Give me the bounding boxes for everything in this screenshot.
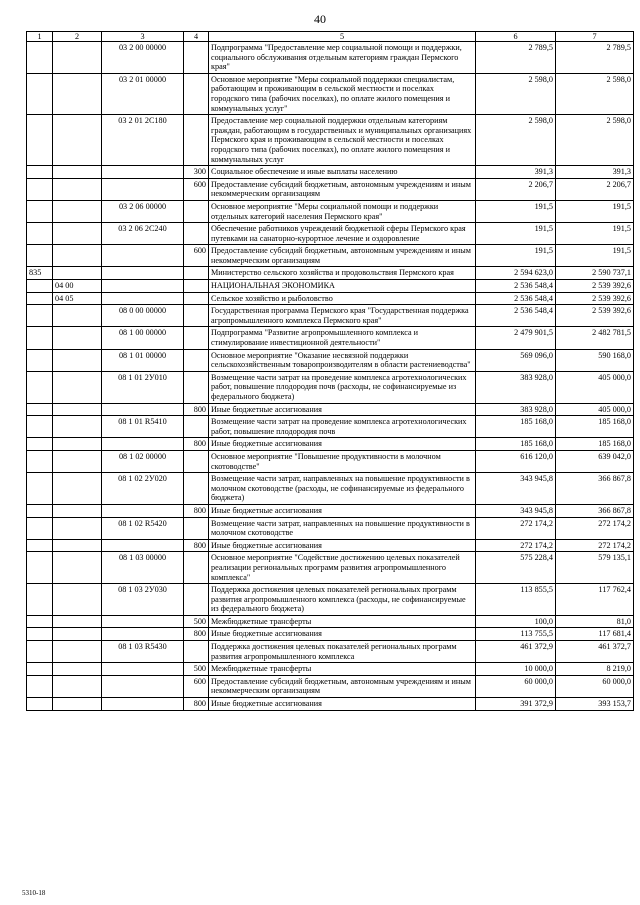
- description-cell: Подпрограмма "Развитие агропромышленного комплекса и стимулирование инвестиционной деятельности": [209, 327, 476, 349]
- page-number: 40: [314, 12, 326, 26]
- amount-cell: 383 928,0: [476, 371, 556, 403]
- admin-code-cell: [27, 552, 53, 584]
- description-cell: Основное мероприятие "Меры социальной поддержки специалистам, работающим и проживающим в сельской местности и поселках городского типа (рабочих поселках), по оплате жилого помещения и коммунальных услуг": [209, 73, 476, 114]
- section-code-cell: [53, 327, 102, 349]
- table-row: [27, 641, 634, 663]
- column-header: 4: [184, 32, 209, 42]
- admin-code-cell: [27, 663, 53, 676]
- column-header: 2: [53, 32, 102, 42]
- table-row: [27, 73, 634, 114]
- amount-cell: 117 681,4: [556, 628, 634, 641]
- table-row: [27, 166, 634, 179]
- description-cell: Основное мероприятие "Меры социальной помощи и поддержки отдельных категорий населения Пермского края": [209, 200, 476, 222]
- amount-cell: 579 135,1: [556, 552, 634, 584]
- section-code-cell: [53, 223, 102, 245]
- expense-type-cell: [184, 517, 209, 539]
- table-row: [27, 517, 634, 539]
- admin-code-cell: [27, 641, 53, 663]
- amount-cell: 191,5: [476, 223, 556, 245]
- section-code-cell: [53, 517, 102, 539]
- section-code-cell: [53, 675, 102, 697]
- target-article-cell: 08 1 01 R5410: [102, 416, 184, 438]
- admin-code-cell: [27, 280, 53, 293]
- amount-cell: 575 228,4: [476, 552, 556, 584]
- description-cell: Предоставление мер социальной поддержки отдельным категориям граждан, работающим в государственных и муниципальных организациях Пермского края и проживающим в сельской местности и поселках городского типа (рабочих поселках), по оплате жилого помещения и коммунальных услуг: [209, 115, 476, 166]
- amount-cell: 393 153,7: [556, 698, 634, 711]
- table-row: [27, 450, 634, 472]
- amount-cell: 366 867,8: [556, 504, 634, 517]
- amount-cell: 2 482 781,5: [556, 327, 634, 349]
- expense-type-cell: 600: [184, 178, 209, 200]
- amount-cell: 191,5: [556, 200, 634, 222]
- admin-code-cell: [27, 539, 53, 552]
- amount-cell: 272 174,2: [556, 539, 634, 552]
- target-article-cell: [102, 504, 184, 517]
- amount-cell: 405 000,0: [556, 371, 634, 403]
- table-row: [27, 371, 634, 403]
- amount-cell: 461 372,7: [556, 641, 634, 663]
- admin-code-cell: [27, 450, 53, 472]
- table-row: [27, 327, 634, 349]
- amount-cell: 272 174,2: [476, 517, 556, 539]
- amount-cell: 461 372,9: [476, 641, 556, 663]
- section-code-cell: [53, 166, 102, 179]
- admin-code-cell: [27, 200, 53, 222]
- expense-type-cell: 500: [184, 615, 209, 628]
- amount-cell: 185 168,0: [556, 416, 634, 438]
- budget-table: [26, 31, 634, 711]
- table-row: [27, 200, 634, 222]
- amount-cell: 113 855,5: [476, 584, 556, 616]
- target-article-cell: 08 1 02 R5420: [102, 517, 184, 539]
- amount-cell: 2 539 392,6: [556, 305, 634, 327]
- description-cell: Государственная программа Пермского края "Государственная поддержка агропромышленного комплекса Пермского края": [209, 305, 476, 327]
- admin-code-cell: [27, 371, 53, 403]
- table-row: [27, 663, 634, 676]
- section-code-cell: [53, 115, 102, 166]
- target-article-cell: 08 1 00 00000: [102, 327, 184, 349]
- table-row: [27, 539, 634, 552]
- expense-type-cell: [184, 450, 209, 472]
- expense-type-cell: 800: [184, 403, 209, 416]
- amount-cell: 2 598,0: [476, 73, 556, 114]
- description-cell: НАЦИОНАЛЬНАЯ ЭКОНОМИКА: [209, 280, 476, 293]
- target-article-cell: [102, 280, 184, 293]
- description-cell: Иные бюджетные ассигнования: [209, 539, 476, 552]
- expense-type-cell: [184, 267, 209, 280]
- description-cell: Предоставление субсидий бюджетным, автономным учреждениям и иным некоммерческим организациям: [209, 675, 476, 697]
- section-code-cell: [53, 73, 102, 114]
- admin-code-cell: [27, 245, 53, 267]
- expense-type-cell: [184, 327, 209, 349]
- target-article-cell: [102, 403, 184, 416]
- expense-type-cell: [184, 200, 209, 222]
- admin-code-cell: [27, 403, 53, 416]
- table-row: [27, 42, 634, 74]
- admin-code-cell: [27, 178, 53, 200]
- table-row: [27, 280, 634, 293]
- column-header: 1: [27, 32, 53, 42]
- admin-code-cell: [27, 349, 53, 371]
- expense-type-cell: [184, 73, 209, 114]
- target-article-cell: 08 1 03 2У030: [102, 584, 184, 616]
- section-code-cell: [53, 473, 102, 505]
- amount-cell: 405 000,0: [556, 403, 634, 416]
- target-article-cell: 08 0 00 00000: [102, 305, 184, 327]
- target-article-cell: 08 1 02 00000: [102, 450, 184, 472]
- section-code-cell: [53, 438, 102, 451]
- admin-code-cell: [27, 698, 53, 711]
- amount-cell: 343 945,8: [476, 473, 556, 505]
- amount-cell: 2 479 901,5: [476, 327, 556, 349]
- amount-cell: 185 168,0: [556, 438, 634, 451]
- amount-cell: 2 206,7: [556, 178, 634, 200]
- amount-cell: 81,0: [556, 615, 634, 628]
- footer-code: 5310-18: [22, 889, 46, 897]
- description-cell: Министерство сельского хозяйства и продовольствия Пермского края: [209, 267, 476, 280]
- description-cell: Иные бюджетные ассигнования: [209, 403, 476, 416]
- amount-cell: 616 120,0: [476, 450, 556, 472]
- column-header: 5: [209, 32, 476, 42]
- amount-cell: 272 174,2: [476, 539, 556, 552]
- amount-cell: 185 168,0: [476, 438, 556, 451]
- amount-cell: 185 168,0: [476, 416, 556, 438]
- amount-cell: 366 867,8: [556, 473, 634, 505]
- amount-cell: 8 219,0: [556, 663, 634, 676]
- amount-cell: 343 945,8: [476, 504, 556, 517]
- column-header: 6: [476, 32, 556, 42]
- table-row: [27, 504, 634, 517]
- table-row: [27, 698, 634, 711]
- column-header: 7: [556, 32, 634, 42]
- description-cell: Обеспечение работников учреждений бюджетной сферы Пермского края путевками на санаторно-курортное лечение и оздоровление: [209, 223, 476, 245]
- table-row: [27, 675, 634, 697]
- section-code-cell: [53, 552, 102, 584]
- admin-code-cell: [27, 504, 53, 517]
- target-article-cell: 08 1 03 00000: [102, 552, 184, 584]
- target-article-cell: [102, 628, 184, 641]
- expense-type-cell: [184, 223, 209, 245]
- amount-cell: 191,5: [556, 223, 634, 245]
- section-code-cell: 04 00: [53, 280, 102, 293]
- description-cell: Возмещение части затрат на проведение комплекса агротехнологических работ, повышение плодородия почв: [209, 416, 476, 438]
- target-article-cell: [102, 166, 184, 179]
- expense-type-cell: 800: [184, 628, 209, 641]
- amount-cell: 2 594 623,0: [476, 267, 556, 280]
- table-row: [27, 438, 634, 451]
- expense-type-cell: [184, 280, 209, 293]
- amount-cell: 2 598,0: [556, 73, 634, 114]
- section-code-cell: [53, 584, 102, 616]
- description-cell: Подпрограмма "Предоставление мер социальной помощи и поддержки, социального обслуживания отдельным категориям граждан Пермского края": [209, 42, 476, 74]
- table-body: [27, 42, 634, 711]
- description-cell: Межбюджетные трансферты: [209, 615, 476, 628]
- expense-type-cell: 800: [184, 438, 209, 451]
- amount-cell: 2 536 548,4: [476, 305, 556, 327]
- admin-code-cell: [27, 292, 53, 305]
- table-row: [27, 267, 634, 280]
- expense-type-cell: 500: [184, 663, 209, 676]
- amount-cell: 2 789,5: [476, 42, 556, 74]
- amount-cell: 2 598,0: [556, 115, 634, 166]
- admin-code-cell: [27, 615, 53, 628]
- expense-type-cell: [184, 641, 209, 663]
- amount-cell: 2 598,0: [476, 115, 556, 166]
- section-code-cell: [53, 504, 102, 517]
- amount-cell: 272 174,2: [556, 517, 634, 539]
- admin-code-cell: [27, 517, 53, 539]
- description-cell: Сельское хозяйство и рыболовство: [209, 292, 476, 305]
- admin-code-cell: [27, 438, 53, 451]
- target-article-cell: 03 2 01 00000: [102, 73, 184, 114]
- admin-code-cell: [27, 628, 53, 641]
- amount-cell: 2 206,7: [476, 178, 556, 200]
- section-code-cell: [53, 663, 102, 676]
- table-row: [27, 584, 634, 616]
- description-cell: Основное мероприятие "Оказание несвязной поддержки сельскохозяйственным товаропроизводителям в области растениеводства": [209, 349, 476, 371]
- table-row: [27, 615, 634, 628]
- amount-cell: 2 536 548,4: [476, 292, 556, 305]
- section-code-cell: 04 05: [53, 292, 102, 305]
- amount-cell: 2 590 737,1: [556, 267, 634, 280]
- section-code-cell: [53, 200, 102, 222]
- section-code-cell: [53, 245, 102, 267]
- expense-type-cell: [184, 349, 209, 371]
- expense-type-cell: [184, 42, 209, 74]
- table-row: [27, 305, 634, 327]
- table-row: [27, 552, 634, 584]
- section-code-cell: [53, 178, 102, 200]
- description-cell: Иные бюджетные ассигнования: [209, 628, 476, 641]
- admin-code-cell: [27, 327, 53, 349]
- section-code-cell: [53, 698, 102, 711]
- amount-cell: 2 539 392,6: [556, 292, 634, 305]
- amount-cell: 391,3: [476, 166, 556, 179]
- target-article-cell: 08 1 03 R5430: [102, 641, 184, 663]
- table-row: [27, 223, 634, 245]
- target-article-cell: 03 2 01 2С180: [102, 115, 184, 166]
- description-cell: Поддержка достижения целевых показателей региональных программ развития агропромышленного комплекса: [209, 641, 476, 663]
- section-code-cell: [53, 267, 102, 280]
- target-article-cell: [102, 675, 184, 697]
- admin-code-cell: [27, 584, 53, 616]
- amount-cell: 2 539 392,6: [556, 280, 634, 293]
- description-cell: Предоставление субсидий бюджетным, автономным учреждениям и иным некоммерческим организациям: [209, 245, 476, 267]
- expense-type-cell: 800: [184, 504, 209, 517]
- expense-type-cell: [184, 371, 209, 403]
- expense-type-cell: [184, 292, 209, 305]
- description-cell: Возмещение части затрат на проведение комплекса агротехнологических работ, повышение плодородия почв (расходы, не софинансируемые из федерального бюджета): [209, 371, 476, 403]
- admin-code-cell: 835: [27, 267, 53, 280]
- amount-cell: 2 789,5: [556, 42, 634, 74]
- amount-cell: 391,3: [556, 166, 634, 179]
- section-code-cell: [53, 450, 102, 472]
- target-article-cell: [102, 245, 184, 267]
- table-row: [27, 349, 634, 371]
- expense-type-cell: [184, 552, 209, 584]
- expense-type-cell: [184, 584, 209, 616]
- description-cell: Социальное обеспечение и иные выплаты населению: [209, 166, 476, 179]
- target-article-cell: [102, 663, 184, 676]
- header-row: [27, 32, 634, 42]
- expense-type-cell: 300: [184, 166, 209, 179]
- description-cell: Предоставление субсидий бюджетным, автономным учреждениям и иным некоммерческим организациям: [209, 178, 476, 200]
- table-row: [27, 292, 634, 305]
- column-header: 3: [102, 32, 184, 42]
- expense-type-cell: 800: [184, 698, 209, 711]
- table-row: [27, 115, 634, 166]
- amount-cell: 191,5: [556, 245, 634, 267]
- section-code-cell: [53, 403, 102, 416]
- table-row: [27, 245, 634, 267]
- target-article-cell: [102, 698, 184, 711]
- amount-cell: 383 928,0: [476, 403, 556, 416]
- target-article-cell: 08 1 01 2У010: [102, 371, 184, 403]
- table-row: [27, 473, 634, 505]
- section-code-cell: [53, 539, 102, 552]
- amount-cell: 113 755,5: [476, 628, 556, 641]
- expense-type-cell: [184, 115, 209, 166]
- target-article-cell: [102, 615, 184, 628]
- target-article-cell: 08 1 02 2У020: [102, 473, 184, 505]
- amount-cell: 191,5: [476, 200, 556, 222]
- section-code-cell: [53, 416, 102, 438]
- amount-cell: 590 168,0: [556, 349, 634, 371]
- amount-cell: 2 536 548,4: [476, 280, 556, 293]
- description-cell: Иные бюджетные ассигнования: [209, 698, 476, 711]
- admin-code-cell: [27, 473, 53, 505]
- target-article-cell: 03 2 06 00000: [102, 200, 184, 222]
- expense-type-cell: 600: [184, 245, 209, 267]
- amount-cell: 191,5: [476, 245, 556, 267]
- amount-cell: 60 000,0: [556, 675, 634, 697]
- description-cell: Основное мероприятие "Повышение продуктивности в молочном скотоводстве": [209, 450, 476, 472]
- description-cell: Основное мероприятие "Содействие достижению целевых показателей реализации региональных программ развития агропромышленного комплекса": [209, 552, 476, 584]
- target-article-cell: [102, 267, 184, 280]
- amount-cell: 100,0: [476, 615, 556, 628]
- description-cell: Возмещение части затрат, направленных на повышение продуктивности в молочном скотоводстве: [209, 517, 476, 539]
- section-code-cell: [53, 42, 102, 74]
- admin-code-cell: [27, 305, 53, 327]
- expense-type-cell: [184, 305, 209, 327]
- admin-code-cell: [27, 223, 53, 245]
- admin-code-cell: [27, 42, 53, 74]
- target-article-cell: [102, 539, 184, 552]
- section-code-cell: [53, 615, 102, 628]
- section-code-cell: [53, 628, 102, 641]
- section-code-cell: [53, 641, 102, 663]
- table-row: [27, 628, 634, 641]
- amount-cell: 60 000,0: [476, 675, 556, 697]
- expense-type-cell: 800: [184, 539, 209, 552]
- amount-cell: 10 000,0: [476, 663, 556, 676]
- amount-cell: 117 762,4: [556, 584, 634, 616]
- expense-type-cell: [184, 416, 209, 438]
- expense-type-cell: 600: [184, 675, 209, 697]
- section-code-cell: [53, 305, 102, 327]
- target-article-cell: 03 2 06 2С240: [102, 223, 184, 245]
- amount-cell: 639 042,0: [556, 450, 634, 472]
- amount-cell: 569 096,0: [476, 349, 556, 371]
- section-code-cell: [53, 349, 102, 371]
- description-cell: Возмещение части затрат, направленных на повышение продуктивности в молочном скотоводстве (расходы, не софинансируемые из федерального бюджета): [209, 473, 476, 505]
- table-row: [27, 178, 634, 200]
- section-code-cell: [53, 371, 102, 403]
- table-row: [27, 403, 634, 416]
- target-article-cell: [102, 438, 184, 451]
- target-article-cell: 03 2 00 00000: [102, 42, 184, 74]
- target-article-cell: [102, 178, 184, 200]
- admin-code-cell: [27, 73, 53, 114]
- admin-code-cell: [27, 675, 53, 697]
- amount-cell: 391 372,9: [476, 698, 556, 711]
- target-article-cell: [102, 292, 184, 305]
- description-cell: Иные бюджетные ассигнования: [209, 438, 476, 451]
- admin-code-cell: [27, 416, 53, 438]
- description-cell: Межбюджетные трансферты: [209, 663, 476, 676]
- target-article-cell: 08 1 01 00000: [102, 349, 184, 371]
- description-cell: Иные бюджетные ассигнования: [209, 504, 476, 517]
- admin-code-cell: [27, 166, 53, 179]
- table-row: [27, 416, 634, 438]
- admin-code-cell: [27, 115, 53, 166]
- description-cell: Поддержка достижения целевых показателей региональных программ развития агропромышленного комплекса (расходы, не софинансируемые из федерального бюджета): [209, 584, 476, 616]
- expense-type-cell: [184, 473, 209, 505]
